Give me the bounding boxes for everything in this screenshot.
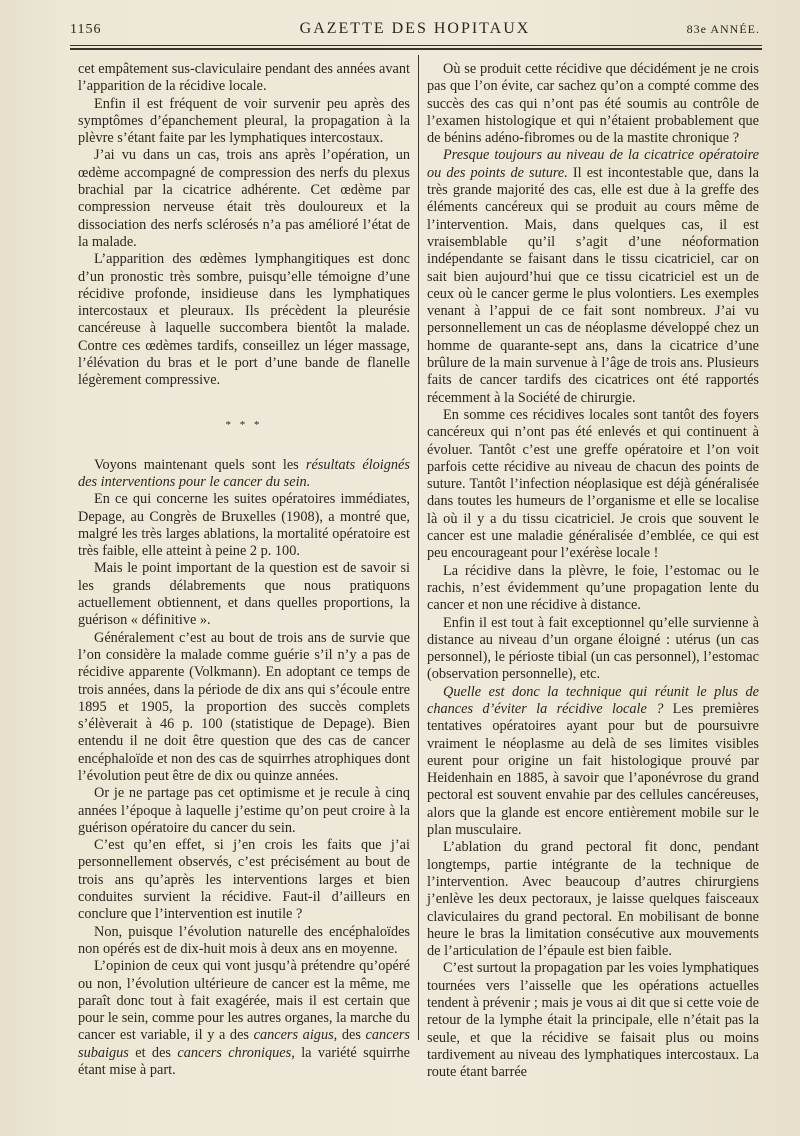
paragraph: Or je ne partage pas cet optimisme et je recule à cinq années l’époque à laquelle j’estime qu’on peut croire à la guérison opératoire du cancer du sein. [78,785,410,836]
page-header [70,18,760,42]
italic-text: Quelle est donc la technique qui réunit le plus de chances d’éviter la récidive locale ? [427,683,759,717]
text-run: Voyons maintenant quels sont les [94,456,306,473]
page-number: 1156 [70,22,102,37]
italic-text: Presque toujours au niveau de la cicatrice opératoire ou des points de suture. [427,147,759,181]
italic-text: cancers chroniques [177,1044,292,1061]
paragraph [78,958,410,1079]
text-run: Les premières tentatives opératoires ayant pour but de poursuivre vraiment le néoplasme au delà de ses limites visibles eurent pour origine un fait histologique prouvé par Heidenhain en 1885, à savoir que l’aponévrose du grand pectoral est souvent envahie par des cellules cancéreuses, alors que la glande est encore entièrement mobile sur le plan musculaire. [427,700,759,839]
paragraph: Enfin il est fréquent de voir survenir peu après des symptômes d’épanchement pleural, la propagation à la plèvre s’étant faite par les lymphatiques intercostaux. [78,95,410,147]
volume-year: 83e ANNÉE. [686,22,760,36]
header-rule-thick [70,48,762,50]
paragraph: C’est qu’en effet, si j’en crois les faits que j’ai personnellement observés, c’est précisément au bout de trois ans qu’après les interventions larges et bien conduites survient la récidive. Faut-il d’ailleurs en conclure que l’intervention est inutile ? [78,837,410,923]
paragraph: Où se produit cette récidive que décidément je ne crois pas que l’on évite, car sachez qu’on a compté comme des succès des cas qui n’ont pas été soumis au contrôle de l’examen histologique et qui n’étaient probablement que de bénins adéno-fibromes ou de la mastite chronique ? [427,61,759,147]
text-run: , la variété squirrhe étant mise à part. [78,1044,411,1079]
paragraph: Généralement c’est au bout de trois ans de survie que l’on considère la malade comme guérie s’il n’y a pas de récidive apparente (Volkmann). En adoptant ce temps de trois années, dans la période de dix ans qui s’écoule entre 1895 et 1905, la proportion des succès complets s’élèverait à 46 p. 100 (statistique de Depage). Bien entendu il ne doit être question que des cas de cancer encéphaloïde et non des cas de squirrhes atrophiques dont l’évolution peut être de dix ou quinze années. [78,629,410,784]
italic-text: résultats éloignés des interventions pour le cancer du sein. [78,456,410,490]
text-run: , des [333,1027,366,1044]
italic-text: cancers subaigus [78,1027,410,1061]
left-column [78,61,410,1079]
paragraph [427,147,759,406]
paragraph: Non, puisque l’évolution naturelle des encéphaloïdes non opérés est de dix-huit mois à deux ans en moyenne. [78,923,410,957]
right-column [427,61,759,1082]
paragraph: cet empâtement sus-claviculaire pendant des années avant l’apparition de la récidive locale. [78,61,410,95]
paragraph: En ce qui concerne les suites opératoires immédiates, Depage, au Congrès de Bruxelles (1908), a montré que, malgré les très larges ablations, la mortalité opératoire est très faible, elle atteint à peine 2 p. 100. [78,491,410,560]
text-run: L’opinion de ceux qui vont jusqu’à prétendre qu’opéré ou non, l’évolution ultérieure de cancer est la même, me paraît donc tout à fait exagérée, mais il est certain que pour le sein, comme pour les autres organes, la marche du cancer est variable, il y a des [78,958,410,1044]
section-separator: * * * [225,418,263,431]
paragraph [427,684,759,840]
publication-title: GAZETTE DES HOPITAUX [299,20,531,37]
paragraph: C’est surtout la propagation par les voies lymphatiques tournées vers l’aisselle que les opérations actuelles tendent à prévenir ; mais je vous ai dit que si cette voie de retour de la lymphe était la principale, elle n’était pas la seule, et que la récidive se faisait plus ou moins tardivement au niveau des lymphatiques intercostaux. La route étant barrée [427,960,759,1081]
paragraph: Mais le point important de la question est de savoir si les grands délabrements que nous pratiquons actuellement obtiennent, et dans quelles proportions, la guérison « définitive ». [78,560,410,629]
text-run: Il est incontestable que, dans la très grande majorité des cas, elle est due à la greffe des éléments cancéreux qui se produit au cours même de l’intervention. Mais, dans quelques cas, il est vraisemblable qu’il s’agit d’une néoformation indépendante se faisant dans le tissu cicatriciel, car on sait bien aujourd’hui que ce tissu cicatriciel est un de ceux où le cancer germe le plus volontiers. Les exemples venant à l’appui de ce fait sont nombreux. J’ai vu personnellement un cas de néoplasme développé chez un homme de quarante-sept ans, dans la cicatrice d’une brûlure de la main survenue à l’âge de trois ans. Plusieurs faits de cancer tardifs des cicatrices ont été rapportés récemment à la Société de chirurgie. [427,164,759,406]
paragraph [78,457,410,492]
header-rule-thin [70,45,762,46]
paragraph: Enfin il est tout à fait exceptionnel qu’elle survienne à distance au niveau d’un organe éloigné : utérus (un cas personnel), le périoste tibial (un cas personnel), l’estomac (observation personnelle), etc. [427,614,759,683]
column-divider [418,55,419,1040]
paragraph: L’ablation du grand pectoral fit donc, pendant longtemps, partie intégrante de la technique de l’intervention. Avec beaucoup d’autres chirurgiens j’enlève les deux pectoraux, je laisse quelques faisceaux claviculaires du grand pectoral. En mobilisant de bonne heure le bras la limitation consécutive aux mouvements de l’articulation de l’épaule est bien faible. [427,839,759,960]
italic-text: cancers aigus [253,1027,334,1044]
paragraph: La récidive dans la plèvre, le foie, l’estomac ou le rachis, n’est évidemment qu’une propagation lente du cancer et non une récidive à distance. [427,562,759,614]
paragraph: En somme ces récidives locales sont tantôt des foyers cancéreux qui n’ont pas été enlevés et qui continuent à évoluer. Tantôt c’est une greffe opératoire et l’on voit parfois cette récidive au niveau de chacun des points de suture. Tantôt l’infection néoplasique est déjà généralisée dans toutes les humeurs de l’organisme et elle se localise là où il y a du tissu cicatriciel. Je crois que souvent le cancer est une maladie généralisée d’emblée, ce qui est peu encourageant pour l’exérèse locale ! [427,406,759,562]
text-run: et des [128,1044,178,1061]
paragraph: L’apparition des œdèmes lymphangitiques est donc d’un pronostic très sombre, puisqu’elle témoigne d’une récidive profonde, insidieuse dans les lymphatiques intercostaux et pleuraux. Ils précèdent la pleurésie cancéreuse à laquelle succombera bientôt la malade. Contre ces œdèmes tardifs, conseillez un léger massage, l’élévation du bras et le port d’une bande de flanelle légèrement compressive. [78,251,410,389]
paragraph: J’ai vu dans un cas, trois ans après l’opération, un œdème accompagné de compression des nerfs du plexus brachial par la cicatrice adhérente. Cet œdème par compression nerveuse était très douloureux et la dissociation des nerfs sclérosés n’a pas amélioré l’état de la malade. [78,147,410,250]
